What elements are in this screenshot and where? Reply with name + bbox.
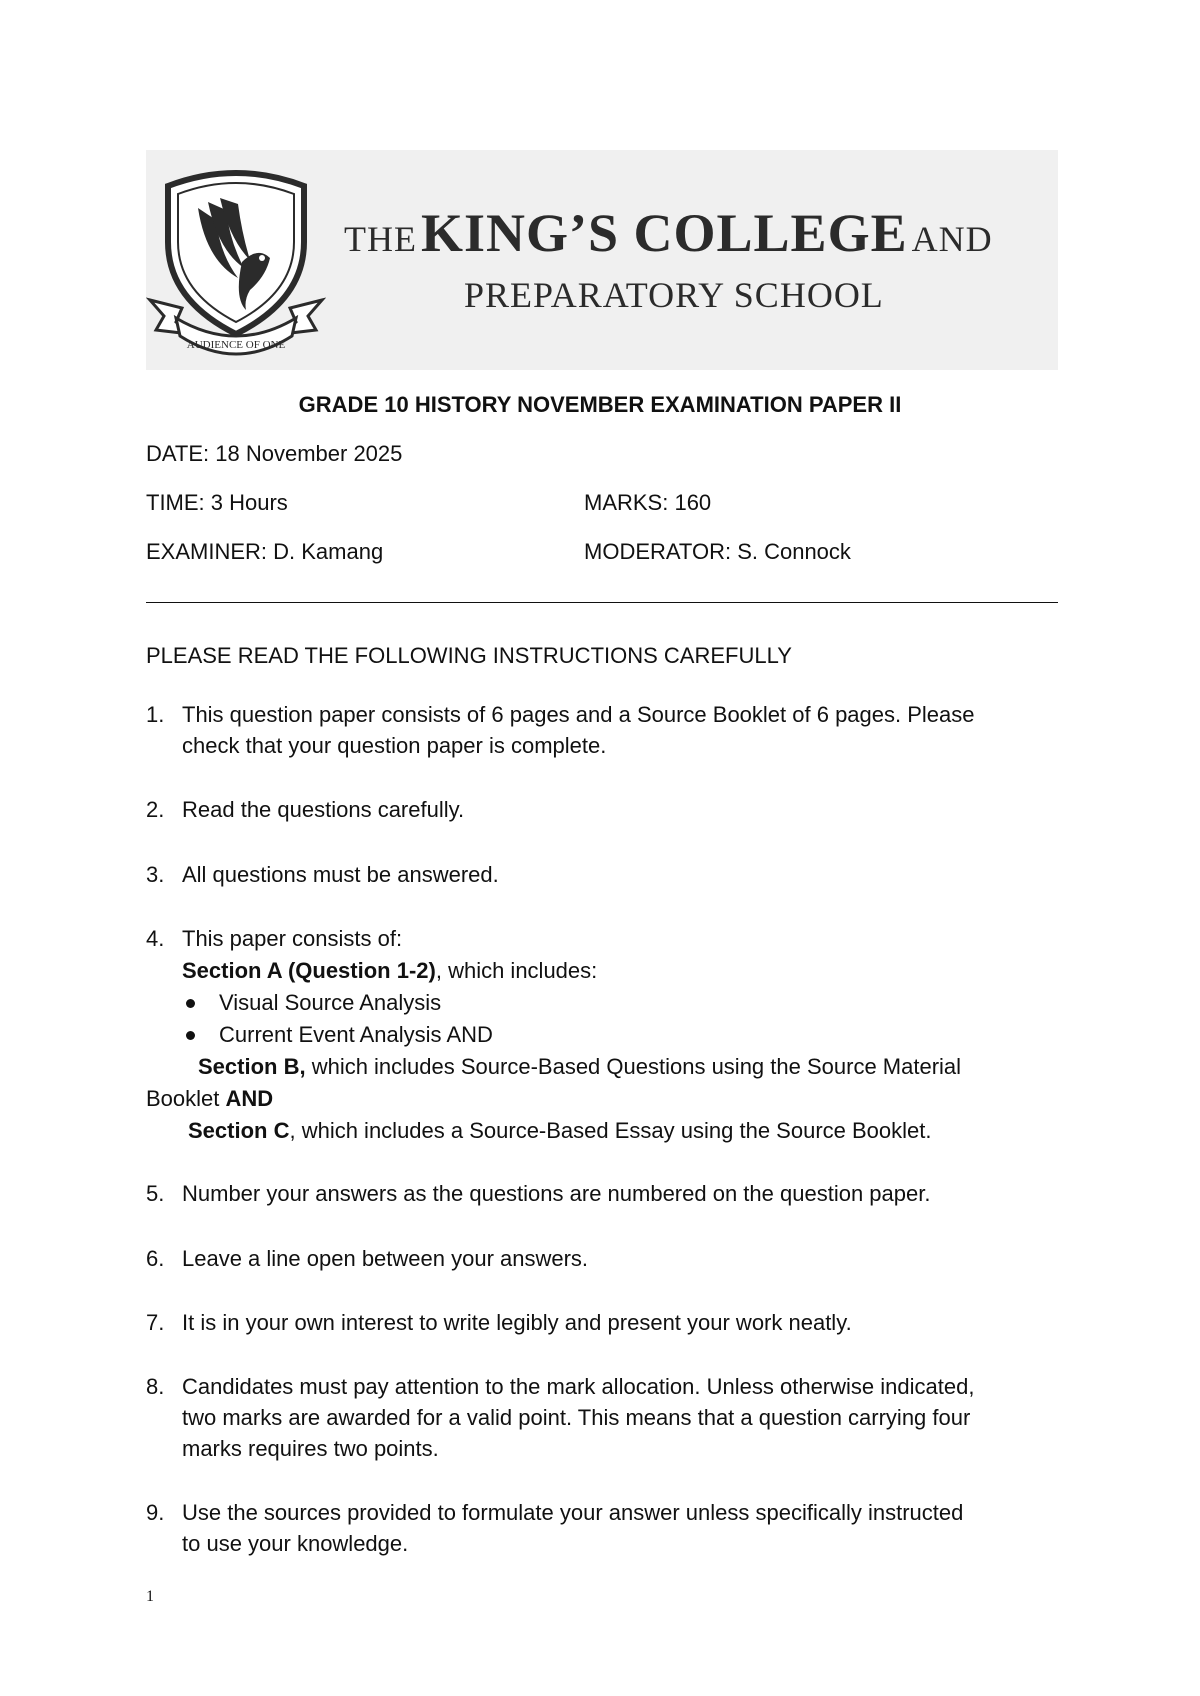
crest-motto: AUDIENCE OF ONE	[186, 339, 286, 351]
instruction-line: marks requires two points.	[182, 1436, 439, 1461]
instruction-line: Use the sources provided to formulate your answer unless specifically instructed	[182, 1500, 964, 1525]
instruction-number: 6.	[146, 1246, 165, 1271]
exam-time: TIME: 3 Hours	[146, 490, 288, 515]
school-name-line-2: PREPARATORY SCHOOL	[464, 275, 884, 315]
instruction-line: Candidates must pay attention to the mark allocation. Unless otherwise indicated,	[182, 1374, 975, 1399]
exam-marks: MARKS: 160	[584, 490, 712, 515]
instruction-text: It is in your own interest to write legibly and present your work neatly.	[182, 1310, 852, 1335]
section-a-line	[182, 955, 1058, 986]
instruction-line: two marks are awarded for a valid point. This means that a question carrying four	[182, 1405, 971, 1430]
section-a-label: Section A (Question 1-2)	[182, 958, 436, 983]
instruction-text: Number your answers as the questions are numbered on the question paper.	[182, 1181, 931, 1206]
bullet-icon	[186, 999, 195, 1008]
instruction-number: 8.	[146, 1374, 165, 1399]
section-b-and: AND	[225, 1086, 274, 1111]
instruction-number: 7.	[146, 1310, 165, 1335]
section-c-line	[188, 1115, 1058, 1146]
instruction-line: to use your knowledge.	[182, 1531, 409, 1556]
instruction-text	[182, 1371, 1058, 1464]
exam-examiner: EXAMINER: D. Kamang	[146, 539, 384, 564]
instruction-text: All questions must be answered.	[182, 862, 499, 887]
school-header-banner	[146, 150, 1058, 370]
instruction-number: 2.	[146, 797, 165, 822]
bullet-item: Visual Source Analysis	[219, 990, 442, 1015]
instruction-text: This paper consists of:	[182, 926, 403, 951]
school-crest-logo	[146, 150, 326, 370]
section-c-text: , which includes a Source-Based Essay using the Source Booklet.	[289, 1118, 932, 1143]
instruction-text	[182, 1497, 1058, 1559]
section-b-continuation	[146, 1083, 1046, 1114]
instruction-number: 3.	[146, 862, 165, 887]
instructions-heading: PLEASE READ THE FOLLOWING INSTRUCTIONS CAREFULLY	[146, 643, 792, 668]
page-number: 1	[146, 1588, 154, 1605]
section-b-label: Section B,	[198, 1054, 306, 1079]
instruction-text: Leave a line open between your answers.	[182, 1246, 589, 1271]
bullet-item: Current Event Analysis AND	[219, 1022, 493, 1047]
instruction-number: 4.	[146, 926, 165, 951]
exam-title: GRADE 10 HISTORY NOVEMBER EXAMINATION PAPER II	[298, 392, 902, 417]
instruction-number: 1.	[146, 702, 165, 727]
section-b-text: which includes Source-Based Questions using the Source Material	[305, 1054, 962, 1079]
instruction-text: Read the questions carefully.	[182, 797, 465, 822]
horizontal-rule	[146, 602, 1058, 603]
exam-moderator: MODERATOR: S. Connock	[584, 539, 851, 564]
section-c-label: Section C	[188, 1118, 290, 1143]
instruction-number: 9.	[146, 1500, 165, 1525]
exam-date: DATE: 18 November 2025	[146, 441, 403, 466]
school-name-kings-college: KING’S COLLEGE	[420, 203, 908, 263]
bullet-icon	[186, 1031, 195, 1040]
school-name-line-1	[344, 202, 993, 264]
section-a-text: , which includes:	[435, 958, 598, 983]
section-b-booklet: Booklet	[146, 1086, 226, 1111]
school-name-the: THE	[344, 219, 417, 259]
instruction-number: 5.	[146, 1181, 165, 1206]
school-name-and: AND	[911, 219, 993, 259]
instruction-text	[182, 699, 1058, 761]
section-b-line	[198, 1051, 1058, 1082]
instruction-line: This question paper consists of 6 pages and a Source Booklet of 6 pages. Please	[182, 702, 975, 727]
instruction-line: check that your question paper is complete.	[182, 733, 607, 758]
